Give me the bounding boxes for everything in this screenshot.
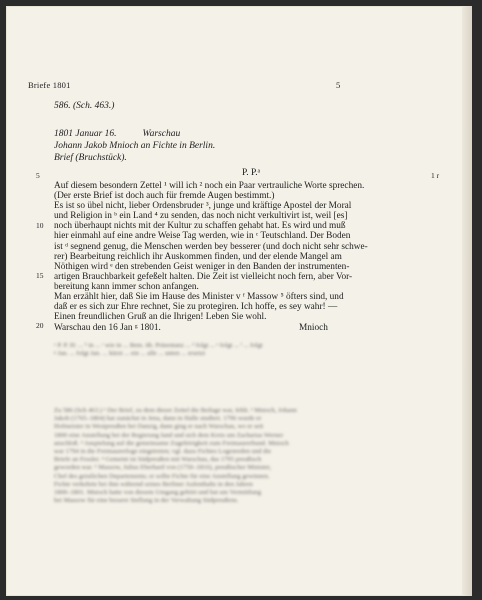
body-line: noch überhaupt nichts mit der Kultur zu schaffen gehabt hat. Es wird und muß bbox=[54, 221, 346, 232]
commentary-line: Jakob (1765–1804) hat zunächst in Jena, dann in Halle studiert. 1796 wurde er bbox=[54, 415, 262, 423]
commentary-line: war 1794 in die Freimaurerloge eingetreten; vgl. dazu Fichtes Logenreden und die bbox=[54, 447, 272, 455]
letter-date-line bbox=[54, 129, 180, 139]
commentary-line: 1800–1801. Mnioch hatte von diesem Umgang gehört und bat um Vermittlung bbox=[54, 488, 262, 496]
body-line: Auf diesem besondern Zettel ¹ will ich ² noch ein Paar vertrauliche Worte sprechen. bbox=[54, 181, 365, 191]
body-line: bereitung kann immer schon anfangen. bbox=[54, 281, 199, 292]
body-line: Man erzählt hier, daß Sie im Hause des Minister v ᶠ Massow ⁵ öfters sind, und bbox=[54, 292, 344, 303]
commentary-line: Zu 586 (Sch 463.) ¹ Der Brief, zu dem dieser Zettel die Beilage war, fehlt. ² Mnioch, Johann bbox=[54, 407, 297, 414]
line-number-20: 20 bbox=[36, 321, 44, 330]
commentary-line: Fichte verkehrte bei ihm während seines Berliner Aufenthalts in den Jahren bbox=[54, 480, 253, 488]
letter-body bbox=[54, 181, 426, 322]
letter-number: 586. (Sch. 463.) bbox=[54, 101, 115, 111]
signature: Mnioch bbox=[299, 323, 328, 333]
letter-date: 1801 Januar 16. bbox=[54, 129, 117, 139]
body-line: Einen freundlichen Gruß an die Ihrigen! Leben Sie wohl. bbox=[54, 312, 267, 323]
commentary-line: Chef des geistlichen Departements; er sollte Fichte für eine Anstellung gewinnen. bbox=[54, 472, 270, 480]
commentary-line: Hofmeister in Westpreußen bei Danzig, dann ging er nach Warschau, wo er seit bbox=[54, 423, 264, 431]
letter-recipient: Johann Jakob Mnioch an Fichte in Berlin. bbox=[54, 141, 216, 151]
apparatus-line: ᵃ P. P. H: ... ᵇ in ... ᶜ wie in ... Bem. üb. Präsentanz ... ᵈ folgt ... ᵉ folgt ... ᶠ ... folgt bbox=[54, 342, 263, 349]
body-line: und Religion in ᵇ ein Land ⁴ zu senden, das noch nicht verkultivirt ist, weil [es] bbox=[54, 211, 348, 222]
commentary-line: 1800 eine Anstellung bei der Regierung fand und sich dem Kreis um Zacharias Werner bbox=[54, 431, 284, 439]
body-line: rer) Bearbeitung reichlich ihr Auskommen finden, und der elende Mangel am bbox=[54, 251, 342, 262]
line-number-5: 5 bbox=[36, 171, 40, 180]
body-line: Es ist so übel nicht, lieber Ordensbruder ³, junge und kräftige Apostel der Moral bbox=[54, 201, 352, 212]
commentary-line: anschloß. ³ Anspielung auf die gemeinsame Zugehörigkeit zum Freimaurerbund. Mnioch bbox=[54, 439, 289, 447]
running-head: Briefe 1801 bbox=[28, 80, 71, 90]
body-line: artigen Brauchbarkeit gefeßelt halten. Die Zeit ist vielleicht noch fern, aber Vor- bbox=[54, 271, 353, 282]
letter-kind: Brief (Bruchstück). bbox=[54, 153, 127, 163]
commentary-line: Briefe an Fessler. ⁴ Gemeint ist Südpreußen mit Warschau, das 1795 preußisch bbox=[54, 456, 262, 464]
body-line: ist ᵈ segnend genug, die Menschen werden bey besserer (und doch nicht sehr schwe- bbox=[54, 241, 368, 252]
body-line: Nöthigen wird ᵉ den strebenden Geist weniger in den Banden der instrumenten- bbox=[54, 261, 350, 272]
page-edge bbox=[462, 6, 472, 596]
letter-place: Warschau bbox=[142, 129, 181, 139]
apparatus-line: ᵍ Jan. ... folgt Jan. ... kürzt ... ein ... alle ... unten ... ersetzt bbox=[54, 350, 206, 358]
salutation: P. P.ᵃ bbox=[242, 168, 261, 178]
page-number: 5 bbox=[336, 80, 341, 90]
commentary-notes bbox=[54, 407, 426, 505]
body-line: (Der erste Brief ist doch auch für fremde Augen bestimmt.) bbox=[54, 191, 275, 202]
commentary-line: geworden war. ⁵ Massow, Julius Eberhard von (1750–1816), preußischer Minister, bbox=[54, 464, 272, 472]
body-line: daß er es sich zur Ehre rechnet, Sie zu protegiren. Ich hoffe, es sey wahr! — bbox=[54, 302, 338, 313]
line-number-10: 10 bbox=[36, 221, 44, 230]
folio-mark: 1 r bbox=[431, 171, 440, 180]
line-number-15: 15 bbox=[36, 271, 44, 280]
commentary-line: bei Massow für eine bessere Stellung in der Verwaltung Südpreußens. bbox=[54, 497, 239, 505]
body-line: hier einmahl auf eine andre Weise Tag werden, wie in ᶜ Teutschland. Der Boden bbox=[54, 231, 351, 242]
closing-date: Warschau den 16 Jan ᵍ 1801. bbox=[54, 323, 161, 333]
apparatus-notes bbox=[54, 342, 426, 358]
